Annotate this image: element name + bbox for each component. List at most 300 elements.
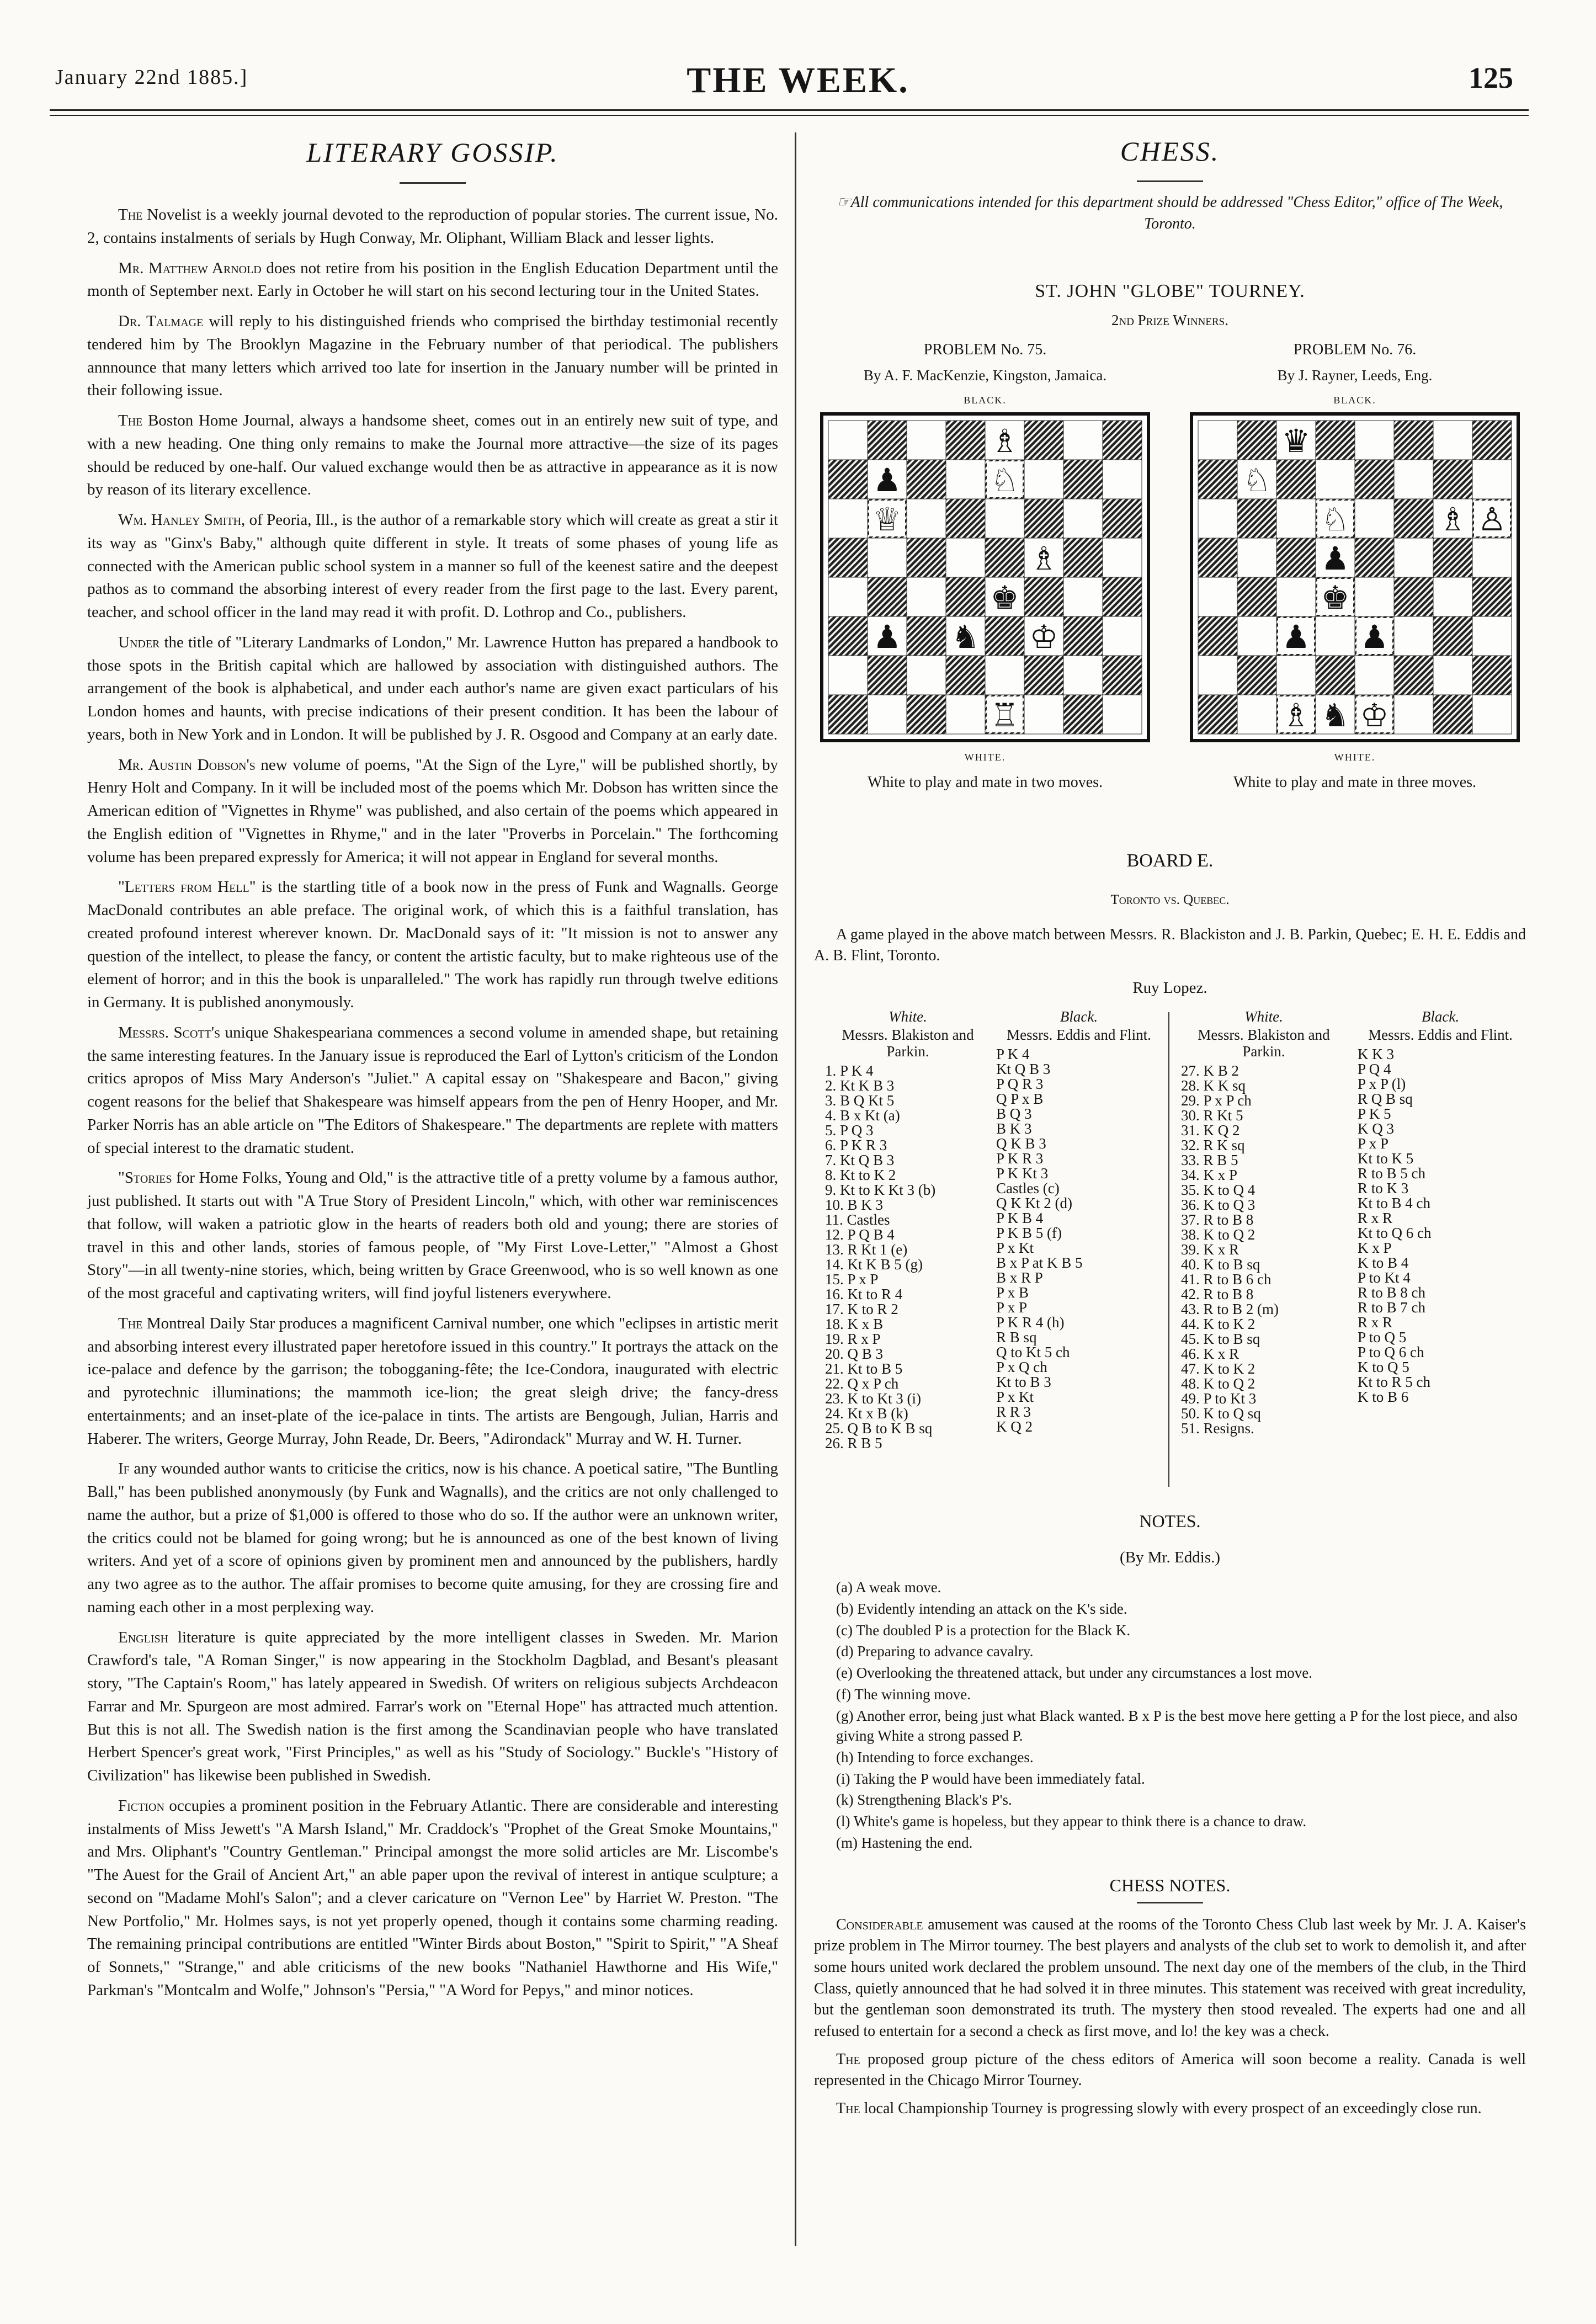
move: 47. K to K 2: [1181, 1360, 1255, 1377]
move: Kt to R 5 ch: [1358, 1374, 1430, 1391]
move: Q K B 3: [996, 1135, 1046, 1152]
chess-piece: ♘: [1242, 461, 1272, 499]
light-square: [1063, 656, 1103, 695]
light-square: [985, 499, 1024, 538]
black-header: Black.: [1060, 1008, 1098, 1025]
move: Kt to B 4 ch: [1358, 1195, 1430, 1212]
move: 46. K x R: [1181, 1345, 1239, 1362]
paragraph-lead: "Stories: [118, 1169, 172, 1187]
move: R to B 7 ch: [1358, 1299, 1426, 1316]
light-square: [1103, 616, 1142, 656]
move: P x Kt: [996, 1389, 1034, 1406]
light-square: [1103, 460, 1142, 499]
dark-square: [1198, 695, 1237, 734]
move: B Q 3: [996, 1105, 1032, 1123]
dark-square: [828, 460, 868, 499]
chess-piece: ♘: [1321, 500, 1350, 538]
dark-square: [1024, 421, 1063, 460]
move: K x P: [1358, 1240, 1392, 1257]
dark-square: [1237, 421, 1276, 460]
dark-square: [1355, 460, 1394, 499]
move: P x Q ch: [996, 1359, 1047, 1376]
light-square: [1198, 656, 1237, 695]
paragraph-body: the title of "Literary Landmarks of London," Mr. Lawrence Hutton has prepared a handbook to those spots in the British capital which are hallowed by association with distinguished authors. The arrangement of the book is alphabetical, and under each author's name are given exact particulars of his London homes and haunts, with precise indications of their present condition. It has been the labour of years, both in New York and in London. It will be published by J. R. Osgood and Company at an early date.: [87, 633, 778, 743]
dark-square: [1276, 460, 1316, 499]
chess-board-75: [820, 412, 1151, 743]
dark-square: [1024, 499, 1063, 538]
dark-square: [1433, 460, 1472, 499]
move: Q to Kt 5 ch: [996, 1344, 1070, 1361]
move: P Q 4: [1358, 1061, 1391, 1078]
move: P to Q 5: [1358, 1329, 1407, 1346]
light-square: [907, 577, 946, 616]
game-note: (h) Intending to force exchanges.: [836, 1749, 1034, 1765]
article-paragraph: [87, 204, 778, 250]
move: 6. P K R 3: [825, 1136, 887, 1153]
move: K to B 4: [1358, 1254, 1409, 1272]
paragraph-body: new volume of poems, "At the Sign of the Lyre," will be published shortly, by Henry Holt and Company. In it will be included most of the poems which Mr. Dobson has written since the American edition of "Vignettes in Rhyme" was published, and also certain of the poems which appeared in the English edition of "Vignettes in Rhyme," and in the later "Proverbs in Porcelain." The forthcoming volume has been prepared expressly for America; it will not appear in England for several months.: [87, 756, 778, 866]
paragraph-body: Montreal Daily Star produces a magnificent Carnival number, one which "eclipses in artistic merit and absorbing interest every illustrated paper heretofore issued in this country." It portrays the attack on the ice-palace and defence by the garrison; the tobogganing-fête; the Ice-Condora, inaugurated with electric and pyrotechnic illuminations; the mammoth ice-lion; the great sleigh drive; the fancy-dress entertainments; and an inset-plate of the ice-palace in tints. The artists are Bengough, Julian, Harris and Haberer. The writers, George Murray, John Reade, Dr. Beers, "Adirondack" Murray and W. H. Turner.: [87, 1314, 778, 1448]
move: 24. Kt x B (k): [825, 1405, 908, 1422]
white-players: Messrs. Blakiston and Parkin.: [842, 1027, 974, 1060]
move: 33. R B 5: [1181, 1151, 1238, 1168]
move: P x B: [996, 1284, 1029, 1301]
move: 2. Kt K B 3: [825, 1077, 895, 1094]
move: R x R: [1358, 1314, 1393, 1331]
game-note: (b) Evidently intending an attack on the K's side.: [836, 1600, 1127, 1617]
game-note: (l) White's game is hopeless, but they appear to think there is a chance to draw.: [836, 1813, 1307, 1830]
light-square: [1103, 538, 1142, 577]
chess-piece: ♙: [1477, 500, 1507, 538]
article-paragraph: [87, 631, 778, 747]
move: B x P at K B 5: [996, 1254, 1083, 1272]
dark-square: [1433, 695, 1472, 734]
white-header: White.: [1244, 1008, 1283, 1025]
header-rule: [50, 109, 1529, 111]
move: 3. B Q Kt 5: [825, 1092, 895, 1109]
light-square: [1355, 499, 1394, 538]
game-note: (k) Strengthening Black's P's.: [836, 1791, 1012, 1809]
article-paragraph: [814, 1914, 1526, 2043]
literary-gossip-title: LITERARY GOSSIP.: [306, 137, 559, 168]
paragraph-lead: The: [836, 2099, 860, 2117]
moves-divider: [1168, 1012, 1169, 1487]
light-square: [828, 499, 868, 538]
light-square: [1276, 577, 1316, 616]
move: K K 3: [1358, 1046, 1394, 1063]
dark-square: [1433, 538, 1472, 577]
move: P K B 5 (f): [996, 1225, 1062, 1242]
black-players: Messrs. Eddis and Flint.: [1007, 1027, 1151, 1044]
light-square: [1198, 421, 1237, 460]
white-label: WHITE.: [964, 752, 1006, 763]
light-square: [1433, 421, 1472, 460]
article-paragraph: [87, 1167, 778, 1305]
move: 20. Q B 3: [825, 1345, 884, 1362]
light-square: [946, 538, 985, 577]
dark-square: [868, 656, 907, 695]
paragraph-body: does not retire from his position in the English Education Department until the month of September next. Early in October he will start on his second lecturing tour in the United States.: [87, 259, 778, 300]
move-list: [996, 1047, 1162, 1434]
match-subheading: Toronto vs. Quebec.: [1110, 892, 1230, 908]
light-square: [868, 538, 907, 577]
move: 18. K x B: [825, 1315, 884, 1332]
move: Kt to Q 6 ch: [1358, 1225, 1432, 1242]
light-square: [868, 695, 907, 734]
move: 14. Kt K B 5 (g): [825, 1256, 923, 1273]
notes-heading: NOTES.: [1139, 1511, 1201, 1531]
move: 39. K x R: [1181, 1241, 1239, 1258]
game-note: (f) The winning move.: [836, 1685, 971, 1703]
paragraph-lead: Fiction: [118, 1796, 164, 1815]
move: P to Kt 4: [1358, 1269, 1411, 1286]
move: P to Q 6 ch: [1358, 1344, 1424, 1361]
paragraph-body: amusement was caused at the rooms of the Toronto Chess Club last week by Mr. J. A. Kaiser's prize problem in The Mirror tourney. The best players and analysts of the club set to work to demolish it, and after some hours united work declared the problem unsound. The next day one of the members of the club, in the Third Class, quietly announced that he had solved it in three minutes. This statement was received with great incredulity, but the gentleman soon demonstrated its truth. The mystery then stood revealed. The experts had one and all refused to entertain for a second a check as first move, and lo! the key was a check.: [814, 1916, 1526, 2040]
move: 31. K Q 2: [1181, 1121, 1240, 1139]
paragraph-lead: Wm. Hanley Smith,: [118, 511, 246, 529]
move: R x R: [1358, 1210, 1393, 1227]
paragraph-lead: Mr. Austin Dobson's: [118, 756, 256, 774]
dark-square: [1103, 499, 1142, 538]
article-paragraph: [87, 410, 778, 502]
move-list: [825, 1063, 991, 1451]
move: 11. Castles: [825, 1211, 890, 1228]
game-note: (d) Preparing to advance cavalry.: [836, 1643, 1034, 1660]
light-square: [1316, 616, 1355, 656]
chess-notes-paragraphs: [814, 1914, 1526, 2120]
dark-square: [828, 538, 868, 577]
problem-number: PROBLEM No. 76.: [1293, 341, 1417, 359]
dark-square: [1472, 577, 1512, 616]
chess-piece: ♟: [873, 618, 902, 656]
move: 28. K K sq: [1181, 1077, 1246, 1094]
paragraph-body: unique Shakespeariana commences a second volume in amended shape, but retaining the same interesting features. In the January issue is reproduced the Earl of Lytton's criticism of the London critics apropos of Miss Mary Anderson's "Juliet." A capital essay on "Shakespeare and Bacon," giving cogent reasons for the belief that Shakespeare was himself appears from the pen of Henry Hooper, and Mr. Parker Norris has an able article on "The Editors of Shakespeare." The departments are replete with matters of special interest to the dramatic student.: [87, 1023, 778, 1157]
light-square: [1355, 421, 1394, 460]
title-rule: [1137, 1902, 1203, 1903]
move: 13. R Kt 1 (e): [825, 1241, 908, 1258]
dark-square: [1472, 421, 1512, 460]
move: P K 5: [1358, 1105, 1391, 1123]
move: 41. R to B 6 ch: [1181, 1270, 1272, 1288]
move-list: [1358, 1047, 1523, 1419]
move: 44. K to K 2: [1181, 1315, 1255, 1332]
prize-winners-subheading: 2nd Prize Winners.: [1111, 312, 1229, 329]
dark-square: [907, 538, 946, 577]
problems-section: [814, 339, 1526, 836]
light-square: [1472, 616, 1512, 656]
move: 35. K to Q 4: [1181, 1181, 1255, 1198]
move: 9. Kt to K Kt 3 (b): [825, 1181, 936, 1198]
dark-square: [1237, 577, 1276, 616]
game-note: (c) The doubled P is a protection for the Black K.: [836, 1621, 1131, 1639]
move: 48. K to Q 2: [1181, 1375, 1255, 1392]
dark-square: [1198, 460, 1237, 499]
paragraph-lead: Mr. Matthew Arnold: [118, 259, 262, 277]
game-note: (g) Another error, being just what Black wanted. B x P is the best move here getting a P for the lost piece, and also giving White a strong passed P.: [836, 1707, 1518, 1745]
chess-piece: ♚: [990, 578, 1019, 616]
move: R Q B sq: [1358, 1091, 1413, 1108]
move: R to K 3: [1358, 1180, 1409, 1197]
light-square: [1198, 577, 1237, 616]
dark-square: [1063, 695, 1103, 734]
move: 38. K to Q 2: [1181, 1226, 1255, 1243]
opening-name: Ruy Lopez.: [1132, 979, 1207, 997]
light-square: [1063, 577, 1103, 616]
light-square: [1103, 695, 1142, 734]
chess-editor-note: ☞All communications intended for this department should be addressed "Chess Editor," office of The Week, Toronto.: [837, 194, 1503, 232]
light-square: [1355, 656, 1394, 695]
paragraph-lead: Messrs. Scott's: [118, 1023, 221, 1041]
light-square: [907, 499, 946, 538]
literary-paragraphs: [87, 204, 778, 2002]
move: 4. B x Kt (a): [825, 1107, 900, 1124]
page-number: 125: [1469, 61, 1513, 94]
move: K to B 6: [1358, 1389, 1409, 1406]
chess-piece: ♘: [990, 461, 1019, 499]
chess-piece: ♞: [1321, 696, 1350, 734]
paragraph-body: proposed group picture of the chess editors of America will soon become a reality. Canada is well represented in the Chicago Mirror Tourney.: [814, 2050, 1526, 2089]
move: 16. Kt to R 4: [825, 1285, 903, 1302]
chess-board-76: [1189, 412, 1520, 743]
dark-square: [1394, 499, 1433, 538]
move: P K R 4 (h): [996, 1314, 1065, 1331]
move: 1. P K 4: [825, 1062, 874, 1079]
move: 17. K to R 2: [825, 1300, 898, 1317]
move: 51. Resigns.: [1181, 1419, 1254, 1437]
chess-piece: ♛: [1281, 422, 1311, 460]
title-rule: [400, 182, 466, 184]
chess-title: CHESS.: [1120, 136, 1220, 167]
dark-square: [1394, 656, 1433, 695]
light-square: [1472, 460, 1512, 499]
masthead-title: THE WEEK.: [687, 60, 909, 100]
dark-square: [907, 695, 946, 734]
chess-piece: ♗: [1438, 500, 1467, 538]
dark-square: [1237, 656, 1276, 695]
move: 5. P Q 3: [825, 1121, 874, 1139]
paragraph-body: local Championship Tourney is progressing slowly with every prospect of an exceedingly close run.: [860, 2099, 1482, 2117]
black-header: Black.: [1421, 1008, 1460, 1025]
paragraph-body: for Home Folks, Young and Old," is the attractive title of a pretty volume by a famous author, just published. It starts out with "A True Story of President Lincoln," which, with other war reminiscences that follow, will waken a patriotic glow in the hearts of readers both old and young; there are stories of travel in this and other lands, stories of famous people, of "My First Love-Letter," "Almost a Ghost Story"—in all twenty-nine stories, which, being written by Grace Greenwood, who is so well known as one of the most graceful and captivating writers, will find joyful listeners everywhere.: [87, 1169, 778, 1302]
paragraph-lead: If: [118, 1460, 130, 1478]
light-square: [946, 460, 985, 499]
problem-author: By J. Rayner, Leeds, Eng.: [1277, 367, 1433, 384]
dark-square: [946, 656, 985, 695]
dark-square: [1063, 460, 1103, 499]
move: P K B 4: [996, 1210, 1044, 1227]
problem-76: [1184, 339, 1526, 793]
move: 50. K to Q sq: [1181, 1405, 1261, 1422]
article-paragraph: [87, 876, 778, 1014]
column-divider: [795, 132, 796, 2246]
issue-date: January 22nd 1885.]: [55, 66, 248, 89]
light-square: [1355, 577, 1394, 616]
move: B x R P: [996, 1269, 1043, 1286]
dark-square: [1237, 499, 1276, 538]
move: 40. K to B sq: [1181, 1256, 1260, 1273]
light-square: [985, 656, 1024, 695]
dark-square: [1063, 538, 1103, 577]
dark-square: [1198, 538, 1237, 577]
white-label: WHITE.: [1334, 752, 1376, 763]
white-header: White.: [889, 1008, 927, 1025]
dark-square: [868, 421, 907, 460]
paragraph-body: of Peoria, Ill., is the author of a remarkable story which will create as great a stir it its way as "Ginx's Baby," although quite different in style. It treats of some phases of young life as connected with the American public school system in a manner so full of the keenest satire and the deepest pathos as to command the absorbing interest of every reader from the first page to the last. Every parent, teacher, and school officer in the land may read it with profit. D. Lothrop and Co., publishers.: [87, 511, 778, 621]
move: Q K Kt 2 (d): [996, 1195, 1072, 1212]
white-moves-col-2: [1181, 1007, 1347, 1436]
move: Kt to B 3: [996, 1374, 1051, 1391]
chess-piece: ♟: [1360, 618, 1389, 656]
light-square: [1316, 460, 1355, 499]
move: R to B 5 ch: [1358, 1165, 1426, 1182]
light-square: [1472, 695, 1512, 734]
literary-gossip-column: [87, 132, 778, 2009]
move: 22. Q x P ch: [825, 1375, 899, 1392]
move: K to Q 5: [1358, 1359, 1409, 1376]
article-paragraph: [87, 257, 778, 304]
light-square: [1276, 499, 1316, 538]
article-paragraph: [87, 1022, 778, 1160]
paragraph-lead: "Letters from Hell": [118, 878, 256, 896]
paragraph-body: is the startling title of a book now in the press of Funk and Wagnalls. George MacDonald contributes an able preface. The original work, of which this is a faithful translation, has created profound interest wherever known. Dr. MacDonald says of it: "It mission is not to answer any question of the intellect, to please the fancy, or content the artistic faculty, but to make righteous use of the element of horror; and in this the book is unparalleled." The work has rapidly run through twelve editions in Germany. It is published anonymously.: [87, 878, 778, 1011]
title-rule: [1137, 180, 1203, 182]
light-square: [1394, 460, 1433, 499]
light-square: [1394, 538, 1433, 577]
dark-square: [1316, 421, 1355, 460]
black-moves-col-2: [1358, 1007, 1523, 1419]
chess-piece: ♗: [1281, 696, 1311, 734]
light-square: [1433, 577, 1472, 616]
dark-square: [1276, 538, 1316, 577]
chess-piece: ♔: [1029, 618, 1058, 656]
game-note: (i) Taking the P would have been immediately fatal.: [836, 1770, 1145, 1787]
chess-notes-heading: CHESS NOTES.: [1109, 1875, 1231, 1895]
header-rule-thin: [50, 115, 1529, 116]
dark-square: [1024, 656, 1063, 695]
move: 36. K to Q 3: [1181, 1196, 1255, 1213]
move: Q P x B: [996, 1091, 1044, 1108]
paragraph-body: Novelist is a weekly journal devoted to the reproduction of popular stories. The current issue, No. 2, contains instalments of serials by Hugh Conway, Mr. Oliphant, William Black and lesser lights.: [87, 206, 778, 247]
move: P Q R 3: [996, 1076, 1044, 1093]
move: 43. R to B 2 (m): [1181, 1300, 1279, 1317]
dark-square: [1394, 421, 1433, 460]
chess-column: [814, 132, 1526, 2126]
move: 21. Kt to B 5: [825, 1360, 903, 1377]
article-paragraph: [87, 310, 778, 402]
move: 7. Kt Q B 3: [825, 1151, 895, 1168]
dark-square: [828, 695, 868, 734]
problem-number: PROBLEM No. 75.: [923, 341, 1047, 359]
chess-piece: ♚: [1321, 578, 1350, 616]
move: 8. Kt to K 2: [825, 1166, 896, 1183]
article-paragraph: [87, 1795, 778, 2002]
move: 37. R to B 8: [1181, 1211, 1254, 1228]
dark-square: [1433, 616, 1472, 656]
dark-square: [1394, 577, 1433, 616]
dark-square: [1103, 421, 1142, 460]
white-players: Messrs. Blakiston and Parkin.: [1198, 1027, 1330, 1060]
move: 15. P x P: [825, 1270, 879, 1288]
black-label: BLACK.: [1333, 395, 1376, 406]
move: Castles (c): [996, 1180, 1060, 1197]
move: 30. R Kt 5: [1181, 1107, 1243, 1124]
problem-75: [814, 339, 1156, 793]
light-square: [1237, 616, 1276, 656]
move: 42. R to B 8: [1181, 1285, 1254, 1302]
move: 34. K x P: [1181, 1166, 1238, 1183]
paragraph-lead: English: [118, 1628, 169, 1646]
article-paragraph: [87, 1458, 778, 1619]
article-paragraph: [87, 1312, 778, 1451]
light-square: [1063, 499, 1103, 538]
move-list: [1181, 1063, 1347, 1436]
board-e-heading: BOARD E.: [1126, 850, 1214, 871]
paragraph-lead: The: [836, 2050, 860, 2068]
move: P x P: [1358, 1135, 1389, 1152]
chess-piece: ♕: [873, 500, 902, 538]
move: 45. K to B sq: [1181, 1330, 1260, 1347]
dark-square: [868, 577, 907, 616]
light-square: [1198, 499, 1237, 538]
dark-square: [946, 499, 985, 538]
dark-square: [1472, 656, 1512, 695]
paragraph-lead: Under: [118, 633, 160, 651]
problem-caption: White to play and mate in two moves.: [867, 773, 1103, 791]
move: 27. K B 2: [1181, 1062, 1239, 1079]
notes-byline: (By Mr. Eddis.): [1119, 1549, 1221, 1567]
light-square: [1472, 538, 1512, 577]
black-label: BLACK.: [964, 395, 1007, 406]
problem-author: By A. F. MacKenzie, Kingston, Jamaica.: [863, 367, 1107, 384]
dark-square: [828, 616, 868, 656]
dark-square: [1316, 656, 1355, 695]
paragraph-body: Boston Home Journal, always a handsome sheet, comes out in an entirely new suit of type, and with a new heading. One thing only remains to make the Journal more attractive—the size of its pages should be reduced by one-half. Our valued exchange would then be as attractive in appearance as it is now by reason of its literary excellence.: [87, 412, 778, 499]
dark-square: [1024, 577, 1063, 616]
dark-square: [907, 460, 946, 499]
dark-square: [1063, 616, 1103, 656]
dark-square: [1198, 616, 1237, 656]
light-square: [1237, 695, 1276, 734]
light-square: [907, 656, 946, 695]
paragraph-lead: Considerable: [836, 1916, 923, 1933]
game-moves: [814, 1007, 1526, 1498]
move: Kt to K 5: [1358, 1150, 1414, 1167]
move: [1358, 1405, 1523, 1419]
light-square: [828, 577, 868, 616]
light-square: [828, 421, 868, 460]
article-paragraph: [814, 2098, 1526, 2120]
dark-square: [1103, 656, 1142, 695]
move: R B sq: [996, 1329, 1037, 1346]
light-square: [1024, 695, 1063, 734]
light-square: [1433, 656, 1472, 695]
dark-square: [946, 577, 985, 616]
problem-caption: White to play and mate in three moves.: [1233, 773, 1477, 791]
chess-piece: ♟: [873, 461, 902, 499]
move: 29. P x P ch: [1181, 1092, 1252, 1109]
move: 26. R B 5: [825, 1434, 882, 1451]
move: K Q 3: [1358, 1120, 1394, 1137]
chess-piece: ♟: [1321, 539, 1350, 577]
paragraph-body: will reply to his distinguished friends who comprised the birthday testimonial recently tendered him by The Brooklyn Magazine in the February number of that periodical. The publishers annnounce that many letters which arrived too late for insertion in the January number will be printed in their following issue.: [87, 312, 778, 400]
article-paragraph: [87, 509, 778, 624]
light-square: [828, 656, 868, 695]
move: P K Kt 3: [996, 1165, 1049, 1182]
move: B K 3: [996, 1120, 1032, 1137]
paragraph-lead: Dr. Talmage: [118, 312, 204, 330]
light-square: [1276, 656, 1316, 695]
paragraph-lead: The: [118, 206, 143, 224]
